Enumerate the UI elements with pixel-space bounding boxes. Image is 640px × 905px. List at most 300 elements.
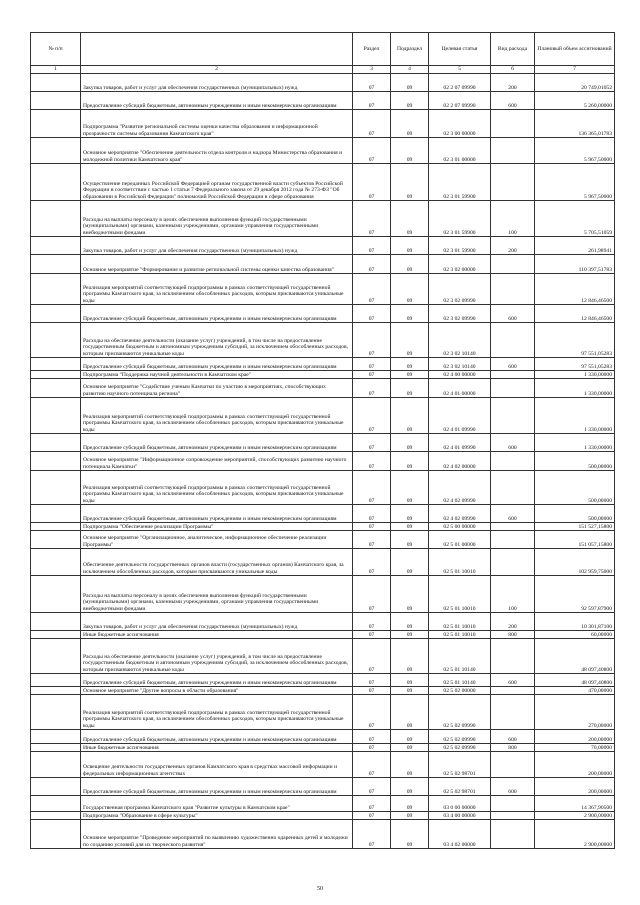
row-number-cell [31,812,81,820]
row-amount-cell: 5 705,51059 [535,201,615,237]
table-row [31,398,615,434]
table-row [31,639,615,674]
row-subsection-cell: 09 [391,274,429,305]
table-row [31,523,615,531]
row-section-cell: 07 [353,201,391,237]
row-section-cell: 07 [353,744,391,752]
row-subsection-cell: 09 [391,730,429,744]
row-target-cell: 02 3 00 00000 [429,110,491,138]
row-kind-cell [491,549,535,576]
table-row [31,471,615,505]
row-target-cell: 02 4 01 00000 [429,379,491,398]
column-number: 7 [535,66,615,74]
row-amount-cell: 70,00000 [535,744,615,752]
row-number-cell [31,549,81,576]
row-amount-cell: 200,00000 [535,778,615,796]
row-number-cell [31,74,81,92]
row-number-cell [31,255,81,274]
table-row [31,255,615,274]
row-subsection-cell: 09 [391,452,429,471]
row-section-cell: 07 [353,138,391,164]
row-target-cell: 02 5 01 10140 [429,674,491,687]
row-section-cell: 07 [353,613,391,631]
row-name-cell: Основное мероприятие "Информационное сопровождение мероприятий, способствующих развитию научного потенциала Камчатки" [81,452,353,471]
column-number: 2 [81,66,353,74]
row-name-cell: Расходы на выплаты персоналу в целях обеспечения выполнения функций государственными (муниципальными) органами, казенными учреждениями, органами управления государственными внебюджетными фондами [81,576,353,613]
row-name-cell: Реализация мероприятий соответствующей подпрограммы в рамках соответствующей государственной программы Камчатского края, за исключением обособленных расходов, которым присваиваются уникальные коды [81,695,353,730]
row-number-cell [31,138,81,164]
row-amount-cell: 470,00000 [535,687,615,695]
table-row [31,274,615,305]
table-row [31,744,615,752]
row-number-cell [31,505,81,523]
row-section-cell: 07 [353,379,391,398]
row-subsection-cell: 09 [391,639,429,674]
row-kind-cell: 600 [491,434,535,452]
row-kind-cell [491,398,535,434]
row-kind-cell [491,379,535,398]
column-number: 5 [429,66,491,74]
row-name-cell: Предоставление субсидий бюджетным, автономным учреждениям и иным некоммерческим организациям [81,305,353,323]
row-number-cell [31,796,81,812]
row-amount-cell: 110 397,51783 [535,255,615,274]
row-subsection-cell: 09 [391,201,429,237]
row-subsection-cell: 09 [391,505,429,523]
row-amount-cell: 97 551,05283 [535,358,615,371]
row-kind-cell [491,274,535,305]
row-section-cell: 07 [353,434,391,452]
row-amount-cell: 14 367,90500 [535,796,615,812]
header-section: Раздел [353,33,391,66]
row-target-cell: 02 3 02 09990 [429,305,491,323]
row-section-cell: 07 [353,164,391,201]
row-name-cell: Основное мероприятие "Формирование и развитие региональной системы оценки качества образования" [81,255,353,274]
column-number: 6 [491,66,535,74]
row-section-cell: 07 [353,523,391,531]
row-number-cell [31,237,81,255]
row-name-cell: Предоставление субсидий бюджетным, автономным учреждениям и иным некоммерческим организациям [81,92,353,110]
row-number-cell [31,434,81,452]
column-number: 3 [353,66,391,74]
row-number-cell [31,752,81,778]
row-subsection-cell: 09 [391,778,429,796]
row-kind-cell: 600 [491,730,535,744]
row-subsection-cell: 09 [391,398,429,434]
row-section-cell: 07 [353,812,391,820]
table-row [31,812,615,820]
row-amount-cell: 136 365,01783 [535,110,615,138]
row-amount-cell: 200,00000 [535,730,615,744]
table-row [31,531,615,549]
row-kind-cell [491,255,535,274]
row-section-cell: 07 [353,110,391,138]
row-name-cell: Реализация мероприятий соответствующей подпрограммы в рамках соответствующей государственной программы Камчатского края, за исключением обособленных расходов, которым присваиваются уникальные коды [81,274,353,305]
row-kind-cell: 200 [491,237,535,255]
row-amount-cell: 1 330,00000 [535,371,615,379]
row-number-cell [31,695,81,730]
row-subsection-cell: 09 [391,92,429,110]
row-target-cell: 02 5 02 09990 [429,744,491,752]
table-row [31,138,615,164]
row-amount-cell: 12 846,46500 [535,305,615,323]
row-subsection-cell: 09 [391,138,429,164]
table-row [31,576,615,613]
row-amount-cell: 1 330,00000 [535,434,615,452]
row-target-cell: 02 3 02 10140 [429,323,491,358]
row-target-cell: 02 3 02 00000 [429,255,491,274]
row-kind-cell: 600 [491,674,535,687]
header-num: № п/п [31,33,81,66]
row-name-cell: Иные бюджетные ассигнования [81,744,353,752]
row-number-cell [31,164,81,201]
row-kind-cell: 200 [491,613,535,631]
row-target-cell: 02 3 02 10140 [429,358,491,371]
row-target-cell: 02 5 02 00000 [429,687,491,695]
row-section-cell: 07 [353,237,391,255]
row-kind-cell [491,695,535,730]
row-name-cell: Основное мероприятие "Содействие ученым Камчатки по участию в мероприятиях, способствующих развитию научного потенциала региона" [81,379,353,398]
row-kind-cell [491,812,535,820]
row-kind-cell: 100 [491,576,535,613]
row-kind-cell [491,110,535,138]
table-row [31,434,615,452]
row-subsection-cell: 09 [391,379,429,398]
row-kind-cell [491,471,535,505]
row-target-cell: 02 5 01 10010 [429,549,491,576]
column-number-row [31,66,615,74]
row-subsection-cell: 09 [391,110,429,138]
row-name-cell: Предоставление субсидий бюджетным, автономным учреждениям и иным некоммерческим организациям [81,778,353,796]
row-section-cell: 07 [353,531,391,549]
row-kind-cell [491,531,535,549]
row-section-cell: 07 [353,695,391,730]
row-kind-cell: 600 [491,505,535,523]
row-subsection-cell: 09 [391,576,429,613]
column-number: 1 [31,66,81,74]
row-target-cell: 02 3 01 59900 [429,164,491,201]
row-name-cell: Реализация мероприятий соответствующей подпрограммы в рамках соответствующей государственной программы Камчатского края, за исключением обособленных расходов, которым присваиваются уникальные коды [81,398,353,434]
table-row [31,752,615,778]
row-subsection-cell: 09 [391,549,429,576]
row-target-cell: 02 5 02 98701 [429,778,491,796]
row-amount-cell: 48 097,40800 [535,639,615,674]
row-amount-cell: 151 057,15800 [535,531,615,549]
row-target-cell: 03 4 00 00000 [429,812,491,820]
row-amount-cell: 151 527,15800 [535,523,615,531]
row-kind-cell [491,452,535,471]
row-section-cell: 07 [353,398,391,434]
header-row [31,33,615,66]
row-amount-cell: 12 846,46500 [535,274,615,305]
row-subsection-cell: 09 [391,631,429,639]
row-subsection-cell: 09 [391,812,429,820]
row-name-cell: Расходы на обеспечение деятельности (оказание услуг) учреждений, в том числе на предоставление государственным бюджетным и автономным учреждениям субсидий, за исключением обособленных расходов, которым присваиваются уникальные коды [81,639,353,674]
table-row [31,237,615,255]
row-subsection-cell: 09 [391,796,429,812]
row-kind-cell: 600 [491,92,535,110]
row-amount-cell: 2 900,00000 [535,820,615,849]
row-section-cell: 07 [353,796,391,812]
row-section-cell: 07 [353,274,391,305]
row-name-cell: Подпрограмма "Поддержка научной деятельности в Камчатском крае" [81,371,353,379]
row-target-cell: 02 5 01 10010 [429,613,491,631]
row-target-cell: 02 3 01 59900 [429,237,491,255]
row-target-cell: 03 0 00 00000 [429,796,491,812]
row-number-cell [31,398,81,434]
row-section-cell: 07 [353,674,391,687]
row-section-cell: 07 [353,471,391,505]
table-row [31,323,615,358]
row-target-cell: 02 4 00 00000 [429,371,491,379]
row-subsection-cell: 09 [391,74,429,92]
table-row [31,74,615,92]
row-name-cell: Расходы на выплаты персоналу в целях обеспечения выполнения функций государственными (муниципальными) органами, казенными учреждениями, органами управления государственными внебюджетными фондами [81,201,353,237]
table-row [31,549,615,576]
budget-table-sheet [30,32,614,849]
row-name-cell: Закупка товаров, работ и услуг для обеспечения государственных (муниципальных) нужд [81,74,353,92]
row-target-cell: 02 5 02 09990 [429,695,491,730]
row-section-cell: 07 [353,452,391,471]
row-name-cell: Иные бюджетные ассигнования [81,631,353,639]
header-kind: Вид расхода [491,33,535,66]
row-section-cell: 07 [353,358,391,371]
row-amount-cell: 500,00000 [535,452,615,471]
table-row [31,371,615,379]
table-row [31,820,615,849]
row-number-cell [31,820,81,849]
table-row [31,778,615,796]
row-amount-cell: 261,98941 [535,237,615,255]
row-target-cell: 02 5 00 00000 [429,523,491,531]
row-section-cell: 07 [353,255,391,274]
row-subsection-cell: 09 [391,434,429,452]
row-name-cell: Подпрограмма "Обеспечение реализации Программы" [81,523,353,531]
table-row [31,452,615,471]
row-subsection-cell: 09 [391,687,429,695]
row-number-cell [31,379,81,398]
row-number-cell [31,744,81,752]
row-section-cell: 07 [353,687,391,695]
row-target-cell: 02 5 02 98701 [429,752,491,778]
header-subsection: Подраздел [391,33,429,66]
row-number-cell [31,523,81,531]
table-body [31,74,615,849]
row-kind-cell [491,752,535,778]
row-number-cell [31,471,81,505]
row-section-cell: 07 [353,639,391,674]
row-kind-cell: 100 [491,201,535,237]
row-target-cell: 02 5 01 10010 [429,631,491,639]
row-name-cell: Подпрограмма "Развитие региональной системы оценки качества образования и информационной прозрачности системы образования Камчатского края" [81,110,353,138]
row-subsection-cell: 09 [391,164,429,201]
row-kind-cell [491,323,535,358]
table-row [31,379,615,398]
row-number-cell [31,371,81,379]
row-kind-cell [491,796,535,812]
row-amount-cell: 97 551,05283 [535,323,615,358]
row-name-cell: Осуществление переданных Российской Федерацией органам государственной власти субъектов Российской Федерации в соответствии с частью 1 статьи 7 Федерального закона от 29 декабря 2012 года № 273-ФЗ "Об образовании в Российской Федерации" полномочий Российской Федерации в сфере образования [81,164,353,201]
row-section-cell: 07 [353,371,391,379]
row-amount-cell: 270,00000 [535,695,615,730]
row-number-cell [31,305,81,323]
row-number-cell [31,274,81,305]
row-number-cell [31,639,81,674]
row-amount-cell: 10 301,87100 [535,613,615,631]
row-amount-cell: 5 967,50000 [535,164,615,201]
row-name-cell: Основное мероприятие "Проведение мероприятий по выявлению художественно одаренных детей и молодежи по созданию условий для их творческого развития" [81,820,353,849]
row-kind-cell [491,164,535,201]
row-subsection-cell: 09 [391,674,429,687]
table-row [31,92,615,110]
row-section-cell: 07 [353,74,391,92]
row-name-cell: Реализация мероприятий соответствующей подпрограммы в рамках соответствующей государственной программы Камчатского края, за исключением обособленных расходов, которым присваиваются уникальные коды [81,471,353,505]
row-section-cell: 07 [353,505,391,523]
row-target-cell: 02 4 02 09990 [429,471,491,505]
table-row [31,687,615,695]
table-row [31,631,615,639]
row-section-cell: 07 [353,752,391,778]
row-section-cell: 07 [353,631,391,639]
row-subsection-cell: 09 [391,371,429,379]
row-name-cell: Предоставление субсидий бюджетным, автономным учреждениям и иным некоммерческим организациям [81,434,353,452]
row-number-cell [31,730,81,744]
row-number-cell [31,576,81,613]
row-name-cell: Основное мероприятие "Организационное, аналитическое, информационное обеспечение реализации Программы" [81,531,353,549]
row-number-cell [31,613,81,631]
row-kind-cell [491,820,535,849]
row-number-cell [31,778,81,796]
header-name [81,33,353,66]
row-kind-cell: 200 [491,74,535,92]
row-kind-cell [491,523,535,531]
row-subsection-cell: 09 [391,471,429,505]
row-target-cell: 02 5 02 09990 [429,730,491,744]
row-name-cell: Предоставление субсидий бюджетным, автономным учреждениям и иным некоммерческим организациям [81,730,353,744]
row-amount-cell: 2 900,00000 [535,812,615,820]
row-section-cell: 07 [353,730,391,744]
row-number-cell [31,452,81,471]
row-kind-cell: 800 [491,744,535,752]
row-amount-cell: 500,00000 [535,471,615,505]
table-row [31,505,615,523]
row-number-cell [31,358,81,371]
row-name-cell: Обеспечение деятельности государственных органов власти (государственных органов) Камчатского края, за исключением обособленных расходов, которым присваиваются уникальные коды [81,549,353,576]
row-target-cell: 02 5 01 10010 [429,576,491,613]
row-amount-cell: 48 097,40800 [535,674,615,687]
row-target-cell: 02 4 01 09990 [429,434,491,452]
row-subsection-cell: 09 [391,255,429,274]
row-name-cell: Основное мероприятие "Обеспечение деятельности отдела контроля и надзора Министерства образования и молодежной политики Камчатского края" [81,138,353,164]
row-name-cell: Освещение деятельности государственных органов Камчатского края в средствах массовой информации и федеральных информационных агентствах [81,752,353,778]
row-amount-cell: 20 749,01052 [535,74,615,92]
row-kind-cell [491,639,535,674]
row-section-cell: 07 [353,576,391,613]
table-row [31,674,615,687]
header-amount: Плановый объем ассигнований [535,33,615,66]
row-target-cell: 02 3 01 59900 [429,201,491,237]
column-number: 4 [391,66,429,74]
row-section-cell: 07 [353,549,391,576]
table-row [31,164,615,201]
row-subsection-cell: 09 [391,744,429,752]
table-row [31,796,615,812]
budget-table [30,32,615,849]
page-number: 50 [317,886,323,892]
table-row [31,613,615,631]
row-subsection-cell: 09 [391,613,429,631]
row-subsection-cell: 09 [391,752,429,778]
row-number-cell [31,531,81,549]
row-section-cell: 07 [353,323,391,358]
row-number-cell [31,687,81,695]
table-row [31,110,615,138]
table-row [31,305,615,323]
header-target: Целевая статья [429,33,491,66]
row-amount-cell: 60,00000 [535,631,615,639]
row-target-cell: 02 5 01 00000 [429,531,491,549]
row-section-cell: 07 [353,92,391,110]
row-target-cell: 02 2 07 09990 [429,74,491,92]
row-kind-cell: 600 [491,778,535,796]
row-kind-cell [491,371,535,379]
row-name-cell: Предоставление субсидий бюджетным, автономным учреждениям и иным некоммерческим организациям [81,358,353,371]
row-amount-cell: 500,00000 [535,505,615,523]
row-amount-cell: 92 597,87900 [535,576,615,613]
row-target-cell: 02 3 01 00000 [429,138,491,164]
row-amount-cell: 1 330,00000 [535,398,615,434]
row-kind-cell [491,138,535,164]
row-name-cell: Подпрограмма "Образование в сфере культуры" [81,812,353,820]
row-target-cell: 02 2 07 09990 [429,92,491,110]
row-subsection-cell: 09 [391,358,429,371]
row-name-cell: Основное мероприятие "Другие вопросы в области образования" [81,687,353,695]
row-section-cell: 07 [353,778,391,796]
row-section-cell: 07 [353,305,391,323]
row-kind-cell: 800 [491,631,535,639]
row-amount-cell: 5 260,00000 [535,92,615,110]
row-section-cell: 07 [353,820,391,849]
table-row [31,695,615,730]
row-target-cell: 02 4 02 09990 [429,505,491,523]
row-target-cell: 02 5 01 10140 [429,639,491,674]
row-target-cell: 02 4 01 09990 [429,398,491,434]
row-subsection-cell: 09 [391,523,429,531]
table-row [31,730,615,744]
row-name-cell: Государственная программа Камчатского края "Развитие культуры в Камчатском крае" [81,796,353,812]
table-row [31,358,615,371]
row-name-cell: Закупка товаров, работ и услуг для обеспечения государственных (муниципальных) нужд [81,613,353,631]
row-kind-cell: 600 [491,305,535,323]
row-number-cell [31,110,81,138]
row-kind-cell [491,687,535,695]
table-row [31,201,615,237]
row-amount-cell: 102 959,75000 [535,549,615,576]
row-name-cell: Предоставление субсидий бюджетным, автономным учреждениям и иным некоммерческим организациям [81,505,353,523]
row-subsection-cell: 09 [391,695,429,730]
row-subsection-cell: 09 [391,531,429,549]
row-number-cell [31,323,81,358]
row-target-cell: 02 4 02 00000 [429,452,491,471]
row-amount-cell: 5 967,50000 [535,138,615,164]
row-kind-cell: 600 [491,358,535,371]
row-target-cell: 02 3 02 09990 [429,274,491,305]
row-name-cell: Расходы на обеспечение деятельности (оказание услуг) учреждений, в том числе на предоставление государственным бюджетным и автономным учреждениям субсидий, за исключением обособленных расходов, которым присваиваются уникальные коды [81,323,353,358]
row-number-cell [31,674,81,687]
row-subsection-cell: 09 [391,305,429,323]
row-name-cell: Предоставление субсидий бюджетным, автономным учреждениям и иным некоммерческим организациям [81,674,353,687]
row-subsection-cell: 09 [391,820,429,849]
row-name-cell: Закупка товаров, работ и услуг для обеспечения государственных (муниципальных) нужд [81,237,353,255]
